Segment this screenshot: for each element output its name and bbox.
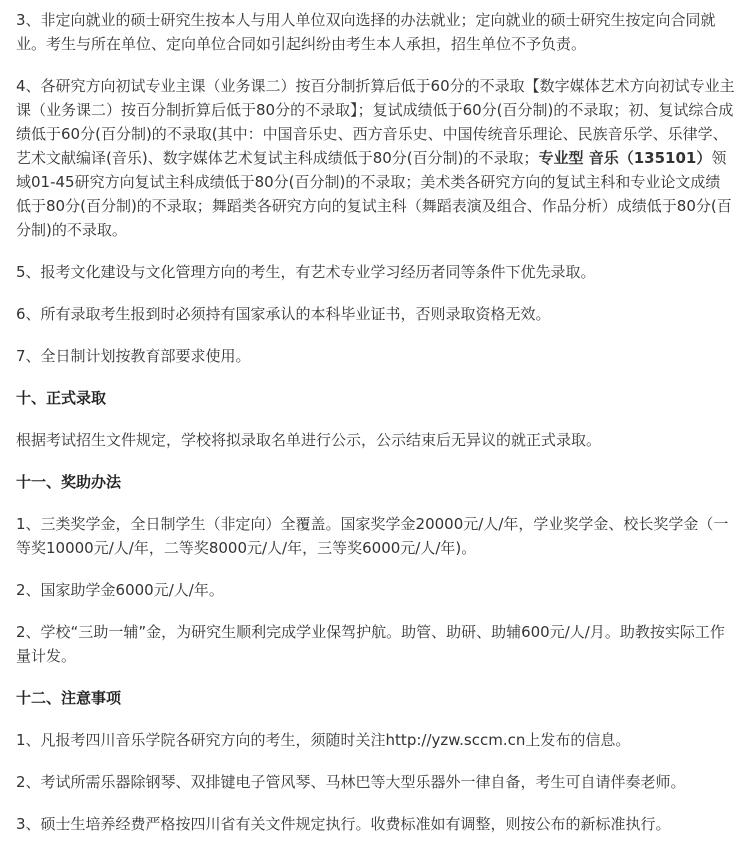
professional-music-label: 专业型 音乐（135101）	[538, 149, 712, 167]
paragraph-instrument-notice: 2、考试所需乐器除钢琴、双排键电子管风琴、马林巴等大型乐器外一律自备，考生可自请伴奏老师。	[16, 773, 686, 791]
paragraph-diploma-requirement: 6、所有录取考生报到时必须持有国家承认的本科毕业证书，否则录取资格无效。	[16, 305, 551, 323]
section-heading-scholarships: 十一、奖助办法	[16, 473, 122, 491]
paragraph-culture-management-priority: 5、报考文化建设与文化管理方向的考生，有艺术专业学习经历者同等条件下优先录取。	[16, 263, 596, 281]
section-heading-formal-admission: 十、正式录取	[16, 389, 107, 407]
paragraph-full-time-plan: 7、全日制计划按教育部要求使用。	[16, 347, 251, 365]
paragraph-targeted-employment: 3、非定向就业的硕士研究生按本人与用人单位双向选择的办法就业；定向就业的硕士研究生按定向合同就业。考生与所在单位、定向单位合同如引起纠纷由考生本人承担，招生单位不予负责。	[16, 11, 716, 53]
paragraph-scholarship-types: 1、三类奖学金，全日制学生（非定向）全覆盖。国家奖学金20000元/人/年，学业奖学金、校长奖学金（一等奖10000元/人/年，二等奖8000元/人/年，三等奖6000元/人/年)。	[16, 515, 729, 557]
score-requirements-text-a: 4、各研究方向初试专业主课（业务课二）按百分制折算后低于60分的不录取【数字媒体艺术方向初试专业主课（业务课二）按百分制折算后低于80分的不录取】；复试成绩低于60分(百分制)的不录取；初、复试综合成绩低于60分(百分制)的不录取(其中：中国音乐史、西方音乐史、中国传统音乐理论、民族音乐学、乐律学、艺术文献编译(音乐)、数字媒体艺术复试主科成绩低于80分(百分制)的不录取；	[16, 77, 735, 167]
section-heading-notices: 十二、注意事项	[16, 689, 122, 707]
paragraph-score-requirements	[16, 74, 735, 242]
paragraph-assistantship: 2、学校“三助一辅”金，为研究生顺利完成学业保驾护航。助管、助研、助辅600元/人/月。助教按实际工作量计发。	[16, 623, 725, 665]
paragraph-national-grant: 2、国家助学金6000元/人/年。	[16, 581, 224, 599]
score-requirements-text-b: 领域01-45研究方向复试主科成绩低于80分(百分制)的不录取；美术类各研究方向的复试主科和专业论文成绩低于80分(百分制)的不录取；舞蹈类各研究方向的复试主科（舞蹈表演及组合、作品分析）成绩低于80分(百分制)的不录取。	[16, 149, 732, 239]
paragraph-website-notice: 1、凡报考四川音乐学院各研究方向的考生，须随时关注http://yzw.sccm.cn上发布的信息。	[16, 731, 631, 749]
paragraph-tuition-notice: 3、硕士生培养经费严格按四川省有关文件规定执行。收费标准如有调整，则按公布的新标准执行。	[16, 815, 671, 833]
paragraph-admission-publicity: 根据考试招生文件规定，学校将拟录取名单进行公示，公示结束后无异议的就正式录取。	[16, 431, 602, 449]
